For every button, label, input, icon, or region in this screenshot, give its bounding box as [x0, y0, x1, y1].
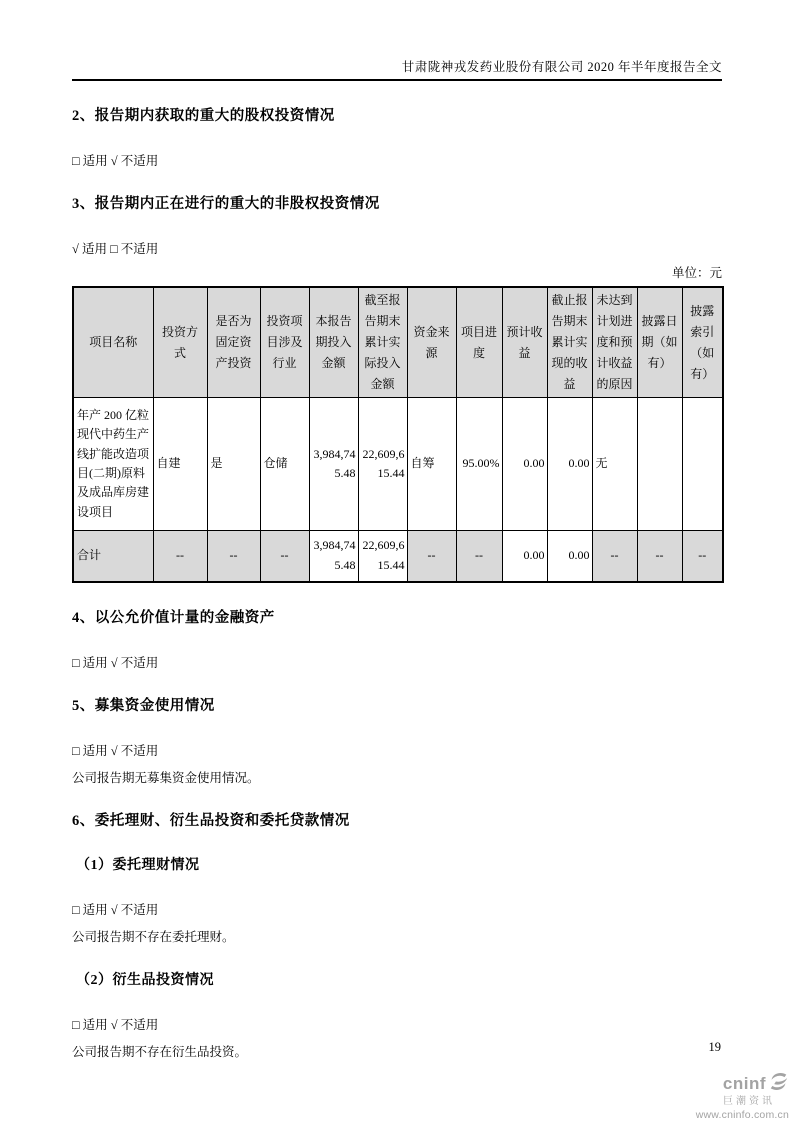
table-cell: --	[407, 531, 456, 582]
section-6-2-note: 公司报告期不存在衍生品投资。	[72, 1044, 248, 1059]
section-6-1-applicability: □ 适用 √ 不适用	[72, 902, 159, 917]
table-cell: 0.00	[502, 531, 547, 582]
table-cell: 自筹	[407, 398, 456, 531]
table-cell: 仓储	[260, 398, 309, 531]
document-header-title: 甘肃陇神戎发药业股份有限公司 2020 年半年度报告全文	[72, 57, 722, 81]
non-equity-investment-table	[72, 286, 724, 583]
table-cell: --	[682, 531, 723, 582]
table-cell: 22,609,615.44	[358, 398, 407, 531]
section-5-title: 5、募集资金使用情况	[72, 697, 215, 714]
table-header-cell: 披露日期（如有）	[637, 287, 682, 398]
cninfo-logo-row	[693, 1072, 789, 1095]
section-6-title: 6、委托理财、衍生品投资和委托贷款情况	[72, 812, 350, 829]
table-cell: 0.00	[547, 531, 592, 582]
section-4-title: 4、以公允价值计量的金融资产	[72, 609, 275, 626]
page-number: 19	[708, 1040, 721, 1054]
table-cell	[637, 398, 682, 531]
section-2-title: 2、报告期内获取的重大的股权投资情况	[72, 108, 335, 124]
table-header-cell: 投资方式	[153, 287, 207, 398]
table-cell: 22,609,615.44	[358, 531, 407, 582]
table-header-cell: 未达到计划进度和预计收益的原因	[592, 287, 637, 398]
table-header-cell: 截至报告期末累计实际投入金额	[358, 287, 407, 398]
table-cell: 是	[207, 398, 260, 531]
section-2-applicability: □ 适用 √ 不适用	[72, 154, 159, 168]
table-total-row	[73, 531, 723, 582]
table-header-cell: 项目进度	[456, 287, 502, 398]
table-header-cell: 截止报告期末累计实现的收益	[547, 287, 592, 398]
section-6-1-note: 公司报告期不存在委托理财。	[72, 929, 235, 944]
cninfo-chinese-name: 巨潮资讯	[723, 1096, 775, 1107]
section-6-2-applicability: □ 适用 √ 不适用	[72, 1017, 159, 1032]
table-cell: --	[153, 531, 207, 582]
cninfo-brand-text: cninf	[722, 1074, 766, 1093]
project-name-cell: 年产 200 亿粒现代中药生产线扩能改造项目(二期)原料及成品库房建设项目	[73, 398, 153, 531]
table-header-row	[73, 287, 723, 398]
table-cell: 无	[592, 398, 637, 531]
table-data-row	[73, 398, 723, 531]
section-6-2-title: （2）衍生品投资情况	[76, 972, 214, 988]
table-cell	[682, 398, 723, 531]
table-header-cell: 预计收益	[502, 287, 547, 398]
table-cell: 3,984,745.48	[309, 398, 358, 531]
table-cell: 自建	[153, 398, 207, 531]
table-header-cell: 披露索引（如有）	[682, 287, 723, 398]
table-cell: --	[637, 531, 682, 582]
section-3-title: 3、报告期内正在进行的重大的非股权投资情况	[72, 196, 380, 212]
table-cell: 95.00%	[456, 398, 502, 531]
cninfo-url: www.cninfo.com.cn	[695, 1109, 789, 1121]
table-cell: --	[592, 531, 637, 582]
total-label-cell: 合计	[73, 531, 153, 582]
table-unit-label: 单位：元	[671, 266, 722, 280]
table-cell: 0.00	[547, 398, 592, 531]
table-header-cell: 本报告期投入金额	[309, 287, 358, 398]
table-cell: --	[207, 531, 260, 582]
table-cell: --	[456, 531, 502, 582]
section-5-note: 公司报告期无募集资金使用情况。	[72, 770, 260, 785]
table-cell: --	[260, 531, 309, 582]
cninfo-logo	[693, 1072, 789, 1121]
section-6-1-title: （1）委托理财情况	[76, 857, 200, 873]
section-3-applicability: √ 适用 □ 不适用	[72, 242, 159, 256]
table-header-cell: 资金来源	[407, 287, 456, 398]
table-header-cell: 投资项目涉及行业	[260, 287, 309, 398]
section-5-applicability: □ 适用 √ 不适用	[72, 743, 159, 758]
table-cell: 3,984,745.48	[309, 531, 358, 582]
section-4-applicability: □ 适用 √ 不适用	[72, 655, 159, 670]
table-cell: 0.00	[502, 398, 547, 531]
table-header-cell: 是否为固定资产投资	[207, 287, 260, 398]
cninfo-swirl-icon	[768, 1072, 789, 1095]
table-header-cell: 项目名称	[73, 287, 153, 398]
